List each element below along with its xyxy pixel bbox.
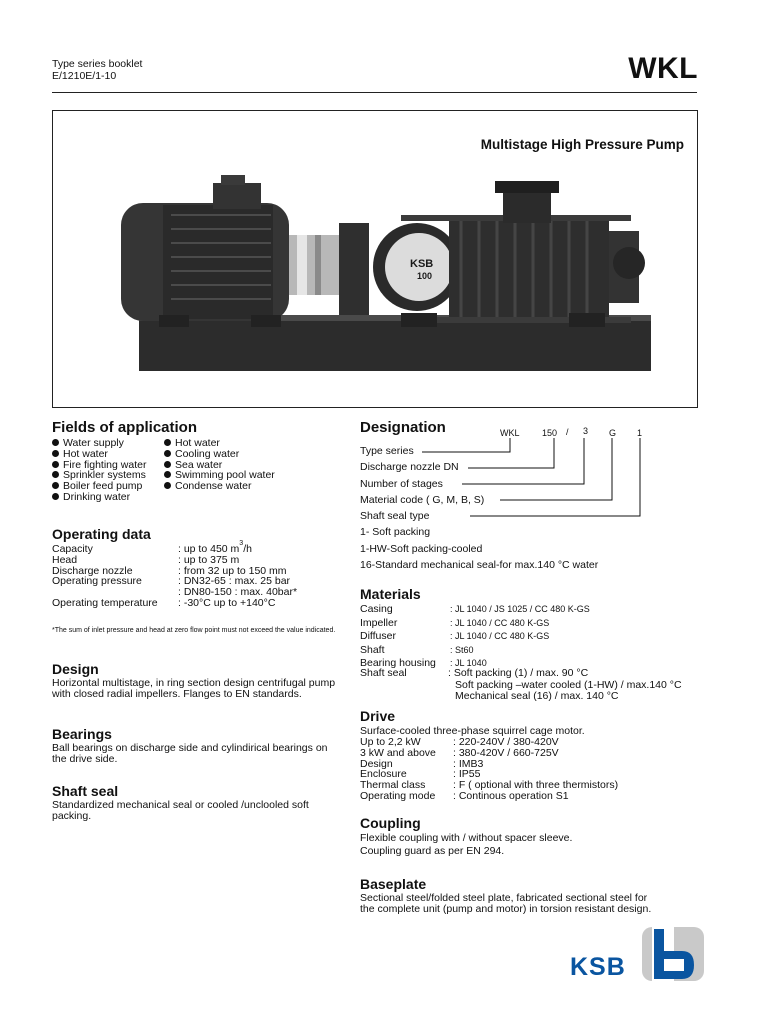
materials-heading: Materials: [360, 586, 421, 602]
list-item: Swimming pool water: [164, 470, 275, 481]
designation-line: 1- Soft packing: [360, 526, 431, 539]
table-row: Shaft : St60: [360, 643, 474, 656]
shaft-seal-heading: Shaft seal: [52, 783, 119, 799]
photo-title: Multistage High Pressure Pump: [480, 137, 684, 152]
list-item: Sprinkler systems: [52, 470, 146, 481]
table-row: Mechanical seal (16) / max. 140 °C: [455, 690, 619, 702]
bullet-icon: [164, 450, 171, 457]
drive-heading: Drive: [360, 708, 396, 724]
table-row: Soft packing –water cooled (1-HW) / max.140 °C: [455, 678, 682, 691]
table-row: Up to 2,2 kW : 220-240V / 380-420V: [360, 736, 559, 748]
booklet-label: Type series booklet: [52, 58, 143, 70]
designation-line: 16-Standard mechanical seal-for max.140 °C water: [360, 559, 599, 572]
fields-col1: [52, 438, 146, 503]
operating-data-table: [52, 540, 352, 609]
bullet-icon: [164, 439, 171, 446]
code-nozzle: 150: [542, 428, 558, 438]
table-row: Bearing housing : JL 1040: [360, 657, 487, 669]
bullet-icon: [52, 439, 59, 446]
designation-line: Discharge nozzle DN: [360, 461, 459, 474]
list-item: Condense water: [164, 481, 275, 492]
coupling-line: Flexible coupling with / without spacer sleeve.: [360, 832, 573, 844]
list-item: Drinking water: [52, 492, 146, 503]
fields-col2: [164, 438, 275, 492]
bullet-icon: [52, 461, 59, 468]
design-heading: Design: [52, 661, 99, 677]
bullet-icon: [52, 482, 59, 489]
designation-line: 1-HW-Soft packing-cooled: [360, 542, 483, 555]
drive-table: [360, 737, 618, 802]
bullet-icon: [52, 471, 59, 478]
table-row: Impeller : JL 1040 / CC 480 K-GS: [360, 616, 550, 629]
bullet-icon: [52, 450, 59, 457]
designation-line: Shaft seal type: [360, 510, 430, 523]
table-row: Thermal class : F ( optional with three thermistors): [360, 779, 619, 792]
bullet-icon: [164, 461, 171, 468]
code-stages: 3: [583, 426, 589, 436]
designation-lines: [360, 443, 598, 573]
code-material: G: [609, 428, 617, 438]
ksb-logo-mark-icon: [638, 925, 706, 983]
series-title: WKL: [628, 52, 698, 85]
table-row: Head : up to 375 m: [52, 553, 240, 566]
list-item: Fire fighting water: [52, 460, 146, 471]
table-row: Enclosure : IP55: [360, 768, 481, 781]
coupling-heading: Coupling: [360, 815, 421, 831]
table-row: Shaft seal : Soft packing (1) / max. 90 °C: [360, 667, 589, 679]
table-row: Operating temperature : -30°C up to +140°C: [52, 596, 276, 609]
bullet-icon: [164, 482, 171, 489]
bullet-icon: [52, 493, 59, 500]
flange-number: 100: [417, 271, 433, 281]
designation-line: Type series: [360, 445, 414, 457]
table-row: Casing : JL 1040 / JS 1025 / CC 480 K-GS: [360, 603, 590, 615]
design-text: Horizontal multistage, in ring section design centrifugal pump with closed radial impellers. Flanges to EN standards.: [52, 677, 336, 700]
list-item: Hot water: [52, 449, 146, 460]
code-type: WKL: [500, 428, 520, 438]
drive-intro: Surface-cooled three-phase squirrel cage motor.: [360, 725, 585, 737]
table-row: Diffuser : JL 1040 / CC 480 K-GS: [360, 630, 550, 642]
fields-heading: Fields of application: [52, 419, 198, 436]
list-item: Sea water: [164, 460, 275, 471]
table-row: Operating mode : Continous operation S1: [360, 789, 569, 802]
code-seal: 1: [637, 428, 643, 438]
header-rule: [52, 92, 697, 93]
table-row: Capacity : up to 450 m 3 /h: [52, 540, 252, 555]
materials-table: [360, 603, 590, 671]
table-row: Operating pressure : DN32-65 : max. 25 bar: [52, 575, 291, 588]
product-photo-frame: [52, 110, 698, 408]
table-row: Discharge nozzle : from 32 up to 150 mm: [52, 564, 287, 577]
bearings-text: Ball bearings on discharge side and cylindirical bearings on the drive side.: [52, 742, 328, 765]
code-slash: /: [566, 427, 569, 437]
list-item: Boiler feed pump: [52, 481, 146, 492]
designation-heading: Designation: [360, 419, 446, 436]
pump-illustration: [101, 175, 661, 385]
operating-data-heading: Operating data: [52, 526, 151, 542]
list-item: Water supply: [52, 438, 146, 449]
bearings-heading: Bearings: [52, 726, 112, 742]
designation-line: Material code ( G, M, B, S): [360, 493, 485, 506]
table-row: : DN80-150 : max. 40bar*: [178, 586, 298, 599]
coupling-text: [360, 832, 572, 858]
table-row: 3 kW and above : 380-420V / 660-725V: [360, 746, 559, 759]
list-item: Cooling water: [164, 449, 275, 460]
coupling-line: Coupling guard as per EN 294.: [360, 845, 505, 857]
shaft-seal-text: Standardized mechanical seal or cooled /unclooled soft packing.: [52, 799, 309, 822]
ksb-logo: [570, 925, 710, 985]
flange-logo-text: KSB: [410, 258, 434, 270]
baseplate-heading: Baseplate: [360, 876, 427, 892]
baseplate-text: Sectional steel/folded steel plate, fabricated sectional steel for the complete unit (pump and motor) in torsion resistant design.: [360, 892, 652, 915]
operating-footnote: *The sum of inlet pressure and head at zero flow point must not exceed the value indicated.: [52, 627, 336, 634]
list-item: Hot water: [164, 438, 275, 449]
table-row: Design : IMB3: [360, 757, 484, 770]
designation-line: Number of stages: [360, 477, 443, 490]
doc-number: E/1210E/1-10: [52, 70, 117, 82]
materials-shaft-seal: [360, 668, 682, 703]
bullet-icon: [164, 471, 171, 478]
ksb-logo-text: KSB: [570, 953, 626, 981]
